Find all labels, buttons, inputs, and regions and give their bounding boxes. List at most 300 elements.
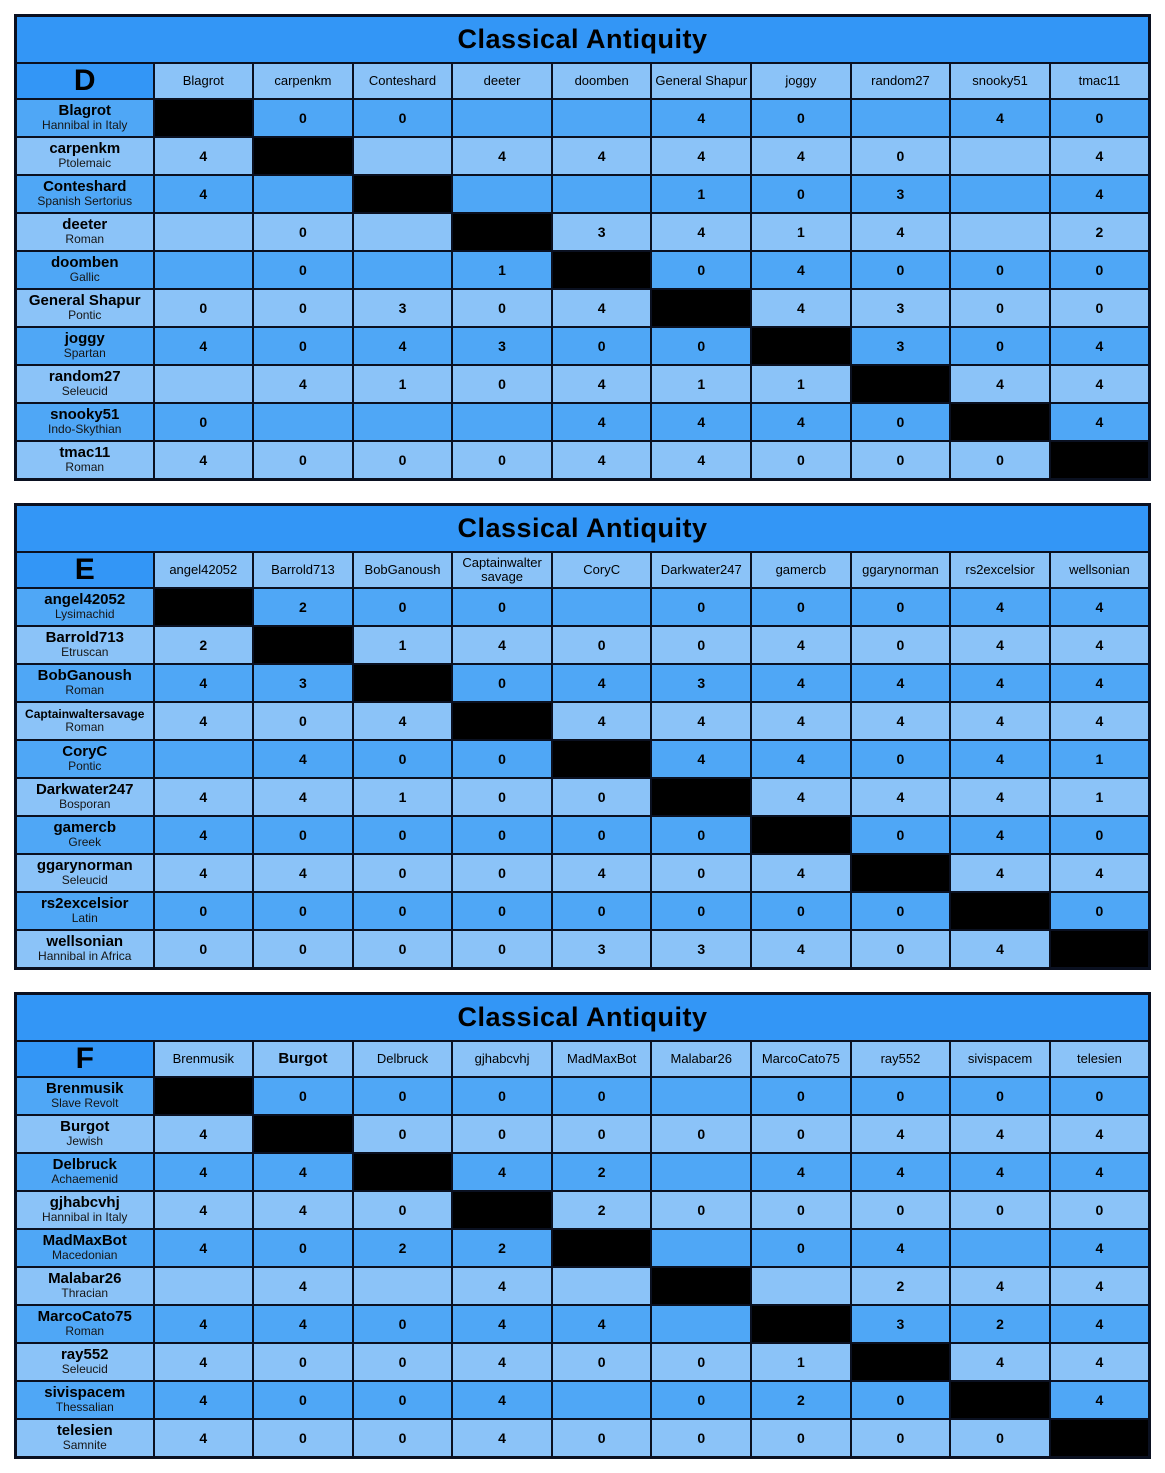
column-header-malabar26: Malabar26 [651, 1041, 751, 1077]
player-row-ggarynorman [16, 854, 1150, 892]
score-cell: 0 [353, 99, 453, 137]
score-cell: 4 [154, 1229, 254, 1267]
score-cell: 4 [851, 664, 951, 702]
score-cell: 0 [353, 1419, 453, 1458]
row-header [16, 327, 154, 365]
diagonal-cell [950, 892, 1050, 930]
score-cell: 0 [452, 588, 552, 626]
faction-name: Hannibal in Italy [42, 1210, 128, 1225]
player-row-marcocato75 [16, 1305, 1150, 1343]
player-name: Burgot [60, 1117, 110, 1135]
score-cell: 0 [452, 778, 552, 816]
row-header [16, 1343, 154, 1381]
score-cell: 4 [751, 137, 851, 175]
diagonal-cell [950, 1381, 1050, 1419]
crosstable-group-f [14, 992, 1151, 1459]
column-header-joggy: joggy [751, 63, 851, 99]
score-cell: 0 [253, 1419, 353, 1458]
score-cell [552, 1267, 652, 1305]
column-header-ggarynorman: ggarynorman [851, 552, 951, 588]
score-cell: 4 [154, 1115, 254, 1153]
score-cell: 4 [253, 1191, 353, 1229]
player-name: tmac11 [59, 443, 111, 461]
player-name: gamercb [53, 818, 117, 836]
column-header-blagrot: Blagrot [154, 63, 254, 99]
score-cell: 4 [1050, 1229, 1150, 1267]
faction-name: Spartan [63, 346, 106, 361]
score-cell: 4 [253, 1267, 353, 1305]
player-name: Barrold713 [45, 628, 124, 646]
score-cell: 1 [751, 365, 851, 403]
row-header [16, 1267, 154, 1305]
score-cell: 1 [353, 778, 453, 816]
score-cell: 0 [452, 740, 552, 778]
score-cell: 4 [1050, 365, 1150, 403]
score-cell: 3 [651, 664, 751, 702]
player-name: ggarynorman [36, 856, 133, 874]
diagonal-cell [1050, 930, 1150, 969]
score-cell: 4 [1050, 854, 1150, 892]
score-cell: 3 [851, 327, 951, 365]
score-cell: 4 [751, 930, 851, 969]
faction-name: Seleucid [61, 1362, 108, 1377]
score-cell: 0 [651, 588, 751, 626]
player-row-telesien [16, 1419, 1150, 1458]
score-cell: 1 [651, 175, 751, 213]
diagonal-cell [950, 403, 1050, 441]
score-cell: 0 [552, 816, 652, 854]
score-cell: 0 [353, 1381, 453, 1419]
score-cell: 2 [253, 588, 353, 626]
score-cell: 4 [154, 327, 254, 365]
player-name: Brenmusik [45, 1079, 124, 1097]
score-cell: 0 [1050, 251, 1150, 289]
faction-name: Macedonian [52, 1248, 118, 1263]
score-cell: 4 [950, 1267, 1050, 1305]
faction-name: Indo-Skythian [48, 422, 122, 437]
score-cell: 0 [353, 892, 453, 930]
score-cell: 2 [154, 626, 254, 664]
score-cell: 4 [154, 1343, 254, 1381]
player-row-random27 [16, 365, 1150, 403]
row-header [16, 441, 154, 480]
faction-name: Hannibal in Africa [38, 949, 132, 964]
group-letter: F [16, 1041, 154, 1077]
score-cell: 0 [950, 1191, 1050, 1229]
score-cell: 4 [452, 626, 552, 664]
faction-name: Pontic [68, 308, 102, 323]
score-cell: 0 [1050, 1191, 1150, 1229]
diagonal-cell [751, 327, 851, 365]
player-name: sivispacem [44, 1383, 126, 1401]
score-cell [651, 1153, 751, 1191]
row-header [16, 137, 154, 175]
group-letter: D [16, 63, 154, 99]
score-cell: 4 [751, 664, 851, 702]
faction-name: Pontic [68, 759, 102, 774]
score-cell [452, 99, 552, 137]
score-cell: 4 [751, 740, 851, 778]
player-row-gjhabcvhj [16, 1191, 1150, 1229]
score-cell: 4 [1050, 175, 1150, 213]
score-cell: 4 [154, 1419, 254, 1458]
score-cell: 0 [851, 740, 951, 778]
score-cell: 0 [452, 365, 552, 403]
faction-name: Roman [65, 232, 105, 247]
column-header-snooky51: snooky51 [950, 63, 1050, 99]
score-cell: 0 [851, 137, 951, 175]
diagonal-cell [353, 175, 453, 213]
column-header-bobganoush: BobGanoush [353, 552, 453, 588]
score-cell: 0 [751, 441, 851, 480]
score-cell [950, 213, 1050, 251]
score-cell: 4 [950, 626, 1050, 664]
row-header [16, 175, 154, 213]
score-cell: 3 [851, 175, 951, 213]
score-cell: 4 [253, 854, 353, 892]
column-header-deeter: deeter [452, 63, 552, 99]
score-cell: 0 [253, 816, 353, 854]
score-cell [353, 137, 453, 175]
score-cell: 0 [851, 816, 951, 854]
score-cell: 0 [353, 1115, 453, 1153]
score-cell: 0 [353, 1305, 453, 1343]
score-cell [552, 175, 652, 213]
score-cell: 4 [1050, 626, 1150, 664]
score-cell [651, 1305, 751, 1343]
score-cell: 0 [1050, 289, 1150, 327]
faction-name: Samnite [62, 1438, 107, 1453]
score-cell: 4 [552, 289, 652, 327]
score-cell: 4 [353, 327, 453, 365]
score-cell: 0 [552, 1077, 652, 1115]
score-cell: 0 [751, 1419, 851, 1458]
diagonal-cell [851, 854, 951, 892]
score-cell: 4 [253, 1305, 353, 1343]
diagonal-cell [552, 1229, 652, 1267]
score-cell: 4 [154, 664, 254, 702]
score-cell [353, 403, 453, 441]
score-cell: 4 [851, 778, 951, 816]
column-header-gjhabcvhj: gjhabcvhj [452, 1041, 552, 1077]
score-cell: 4 [452, 1381, 552, 1419]
faction-name: Roman [65, 683, 105, 698]
score-cell: 0 [851, 892, 951, 930]
diagonal-cell [353, 1153, 453, 1191]
score-cell: 4 [950, 365, 1050, 403]
row-header [16, 740, 154, 778]
score-cell: 0 [851, 588, 951, 626]
column-header-coryc: CoryC [552, 552, 652, 588]
score-cell: 3 [253, 664, 353, 702]
player-row-deeter [16, 213, 1150, 251]
score-cell: 0 [950, 1419, 1050, 1458]
score-cell [651, 1077, 751, 1115]
score-cell: 4 [751, 626, 851, 664]
score-cell: 4 [751, 251, 851, 289]
score-cell: 0 [253, 1229, 353, 1267]
column-header-burgot: Burgot [253, 1041, 353, 1077]
score-cell: 0 [353, 854, 453, 892]
score-cell: 4 [552, 137, 652, 175]
score-cell: 1 [1050, 778, 1150, 816]
score-cell [353, 251, 453, 289]
player-name: Captainwaltersavage [25, 706, 145, 721]
score-cell [552, 1381, 652, 1419]
score-cell: 4 [751, 702, 851, 740]
faction-name: Lysimachid [54, 607, 115, 622]
column-header-brenmusik: Brenmusik [154, 1041, 254, 1077]
group-letter: E [16, 552, 154, 588]
score-cell: 0 [651, 1381, 751, 1419]
score-cell: 0 [651, 1419, 751, 1458]
player-row-wellsonian [16, 930, 1150, 969]
score-cell: 4 [154, 1191, 254, 1229]
player-name: BobGanoush [37, 666, 132, 684]
score-cell: 3 [851, 1305, 951, 1343]
column-header-marcocato75: MarcoCato75 [751, 1041, 851, 1077]
row-header [16, 778, 154, 816]
score-cell: 0 [452, 816, 552, 854]
score-cell [651, 1229, 751, 1267]
player-name: carpenkm [49, 139, 121, 157]
row-header [16, 1305, 154, 1343]
score-cell: 0 [253, 702, 353, 740]
score-cell: 4 [1050, 137, 1150, 175]
score-cell: 4 [1050, 403, 1150, 441]
player-row-burgot [16, 1115, 1150, 1153]
diagonal-cell [1050, 441, 1150, 480]
player-row-captainwaltersavage [16, 702, 1150, 740]
column-header-telesien: telesien [1050, 1041, 1150, 1077]
score-cell: 0 [353, 1077, 453, 1115]
score-cell: 0 [751, 1077, 851, 1115]
score-cell: 0 [154, 403, 254, 441]
score-cell: 0 [253, 1343, 353, 1381]
row-header [16, 99, 154, 137]
score-cell: 4 [950, 930, 1050, 969]
score-cell: 4 [452, 137, 552, 175]
faction-name: Thessalian [55, 1400, 114, 1415]
score-cell: 4 [651, 441, 751, 480]
score-cell: 2 [1050, 213, 1150, 251]
score-cell: 4 [1050, 1267, 1150, 1305]
score-cell: 0 [751, 1229, 851, 1267]
column-header-gamercb: gamercb [751, 552, 851, 588]
diagonal-cell [452, 1191, 552, 1229]
column-header-rs2excelsior: rs2excelsior [950, 552, 1050, 588]
score-cell [154, 1267, 254, 1305]
score-cell: 0 [651, 854, 751, 892]
player-name: telesien [56, 1421, 113, 1439]
score-cell: 4 [1050, 702, 1150, 740]
score-cell: 2 [353, 1229, 453, 1267]
score-cell [154, 213, 254, 251]
score-cell: 0 [452, 930, 552, 969]
score-cell: 0 [552, 1419, 652, 1458]
faction-name: Achaemenid [51, 1172, 119, 1187]
player-row-darkwater247 [16, 778, 1150, 816]
score-cell [552, 588, 652, 626]
score-cell [950, 175, 1050, 213]
diagonal-cell [154, 588, 254, 626]
score-cell: 0 [851, 1419, 951, 1458]
player-name: deeter [62, 215, 108, 233]
player-row-carpenkm [16, 137, 1150, 175]
score-cell: 0 [1050, 1077, 1150, 1115]
column-header-general-shapur: General Shapur [651, 63, 751, 99]
score-cell: 4 [154, 137, 254, 175]
column-header-doomben: doomben [552, 63, 652, 99]
player-row-angel42052 [16, 588, 1150, 626]
player-name: MadMaxBot [42, 1231, 127, 1249]
score-cell: 4 [452, 1305, 552, 1343]
player-name: ray552 [60, 1345, 109, 1363]
column-header-carpenkm: carpenkm [253, 63, 353, 99]
score-cell [353, 213, 453, 251]
crosstable-group-e [14, 503, 1151, 970]
score-cell: 4 [253, 1153, 353, 1191]
score-cell: 0 [253, 213, 353, 251]
score-cell: 0 [253, 99, 353, 137]
row-header [16, 213, 154, 251]
score-cell: 4 [253, 740, 353, 778]
score-cell: 0 [651, 626, 751, 664]
diagonal-cell [452, 702, 552, 740]
score-cell [950, 1229, 1050, 1267]
score-cell [154, 251, 254, 289]
score-cell: 4 [950, 816, 1050, 854]
faction-name: Roman [65, 1324, 105, 1339]
column-header-ray552: ray552 [851, 1041, 951, 1077]
score-cell: 1 [651, 365, 751, 403]
score-cell: 2 [851, 1267, 951, 1305]
score-cell: 0 [950, 441, 1050, 480]
score-cell: 0 [353, 930, 453, 969]
score-cell: 4 [154, 778, 254, 816]
crosstable-group-d [14, 14, 1151, 481]
column-header-tmac11: tmac11 [1050, 63, 1150, 99]
score-cell: 3 [552, 930, 652, 969]
player-name: snooky51 [50, 405, 120, 423]
score-cell: 4 [751, 854, 851, 892]
player-row-sivispacem [16, 1381, 1150, 1419]
score-cell: 4 [851, 1229, 951, 1267]
score-cell: 4 [552, 1305, 652, 1343]
score-cell: 3 [353, 289, 453, 327]
score-cell: 0 [651, 1191, 751, 1229]
score-cell: 0 [751, 892, 851, 930]
diagonal-cell [253, 137, 353, 175]
player-row-gamercb [16, 816, 1150, 854]
score-cell: 0 [353, 588, 453, 626]
diagonal-cell [253, 626, 353, 664]
score-cell: 4 [950, 588, 1050, 626]
score-cell: 1 [751, 1343, 851, 1381]
score-cell: 0 [751, 1115, 851, 1153]
score-cell: 0 [651, 892, 751, 930]
diagonal-cell [751, 1305, 851, 1343]
score-cell: 4 [950, 740, 1050, 778]
score-cell: 4 [851, 1115, 951, 1153]
score-cell: 0 [552, 327, 652, 365]
row-header [16, 1381, 154, 1419]
score-cell: 4 [154, 1381, 254, 1419]
row-header [16, 816, 154, 854]
faction-name: Hannibal in Italy [42, 118, 128, 133]
diagonal-cell [651, 1267, 751, 1305]
score-cell: 4 [253, 365, 353, 403]
score-cell [851, 99, 951, 137]
score-cell: 4 [1050, 588, 1150, 626]
score-cell: 4 [651, 137, 751, 175]
score-cell: 0 [552, 778, 652, 816]
score-cell: 0 [154, 892, 254, 930]
player-name: General Shapur [28, 291, 141, 309]
score-cell: 4 [1050, 1381, 1150, 1419]
diagonal-cell [552, 740, 652, 778]
score-cell: 4 [1050, 327, 1150, 365]
score-cell: 0 [452, 1115, 552, 1153]
score-cell: 4 [552, 854, 652, 892]
player-name: Malabar26 [48, 1269, 122, 1287]
row-header [16, 1191, 154, 1229]
column-header-wellsonian: wellsonian [1050, 552, 1150, 588]
player-name: joggy [64, 329, 105, 347]
faction-name: Greek [68, 835, 102, 850]
score-cell: 4 [950, 1153, 1050, 1191]
score-cell: 3 [651, 930, 751, 969]
score-cell: 0 [851, 930, 951, 969]
column-header-darkwater247: Darkwater247 [651, 552, 751, 588]
score-cell: 0 [851, 251, 951, 289]
column-header-sivispacem: sivispacem [950, 1041, 1050, 1077]
player-name: Conteshard [43, 177, 127, 195]
player-row-ray552 [16, 1343, 1150, 1381]
score-cell [552, 99, 652, 137]
score-cell: 0 [651, 251, 751, 289]
score-cell: 0 [253, 892, 353, 930]
column-header-delbruck: Delbruck [353, 1041, 453, 1077]
score-cell: 0 [950, 289, 1050, 327]
score-cell: 4 [751, 778, 851, 816]
score-cell: 2 [751, 1381, 851, 1419]
diagonal-cell [452, 213, 552, 251]
score-cell: 0 [851, 403, 951, 441]
faction-name: Etruscan [61, 645, 109, 660]
row-header [16, 930, 154, 969]
row-header [16, 588, 154, 626]
row-header [16, 1229, 154, 1267]
row-header [16, 854, 154, 892]
diagonal-cell [651, 289, 751, 327]
row-header [16, 289, 154, 327]
diagonal-cell [353, 664, 453, 702]
player-row-blagrot [16, 99, 1150, 137]
row-header [16, 1419, 154, 1458]
score-cell: 0 [751, 175, 851, 213]
score-cell: 4 [950, 99, 1050, 137]
player-name: Blagrot [58, 101, 111, 119]
score-cell: 4 [751, 1153, 851, 1191]
diagonal-cell [253, 1115, 353, 1153]
faction-name: Thracian [61, 1286, 109, 1301]
row-header [16, 251, 154, 289]
score-cell: 4 [353, 702, 453, 740]
score-cell: 1 [751, 213, 851, 251]
score-cell: 4 [1050, 1153, 1150, 1191]
score-cell: 0 [651, 1343, 751, 1381]
